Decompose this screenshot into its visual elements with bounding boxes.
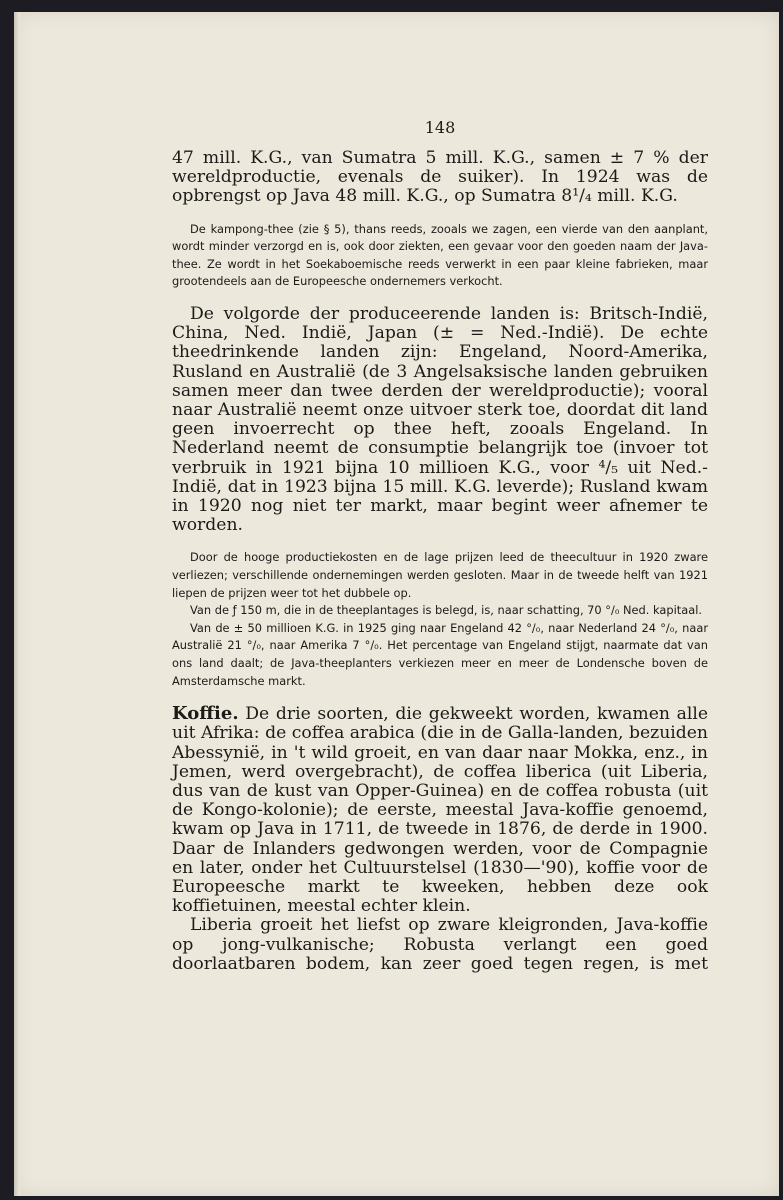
- page-content: [172, 118, 708, 974]
- paragraph-koffie: [172, 704, 708, 916]
- koffie-text: De drie soorten, die gekweekt worden, kwamen alle uit Afrika: de coffea arabica (die in de Galla-landen, bezuiden Abessynië, in 't wild groeit, en van daar naar Mokka, enz., in Jemen, werd overgebracht), de coffea liberica (uit Liberia, dus van de kust van Opper-Guinea) en de coffea robusta (uit de Kongo-kolonie); de eerste, meestal Java-koffie genoemd, kwam op Java in 1711, de tweede in 1876, de derde in 1900. Daar de Inlanders gedwongen werden, voor de Compagnie en later, onder het Cultuurstelsel (1830—'90), koffie voor de Europeesche markt te kweeken, hebben deze ook koffietuinen, meestal echter klein.: [172, 704, 709, 917]
- note-kampong-thee: De kampong-thee (zie § 5), thans reeds, zooals we zagen, een vierde van den aanplant, wordt minder verzorgd en is, ook door ziekten, een gevaar voor den goeden naam der Java-thee. Ze wordt in het Soekaboemische reeds verwerkt in een paar kleine fabrieken, maar grootendeels aan de Europeesche ondernemers verkocht.: [172, 221, 708, 289]
- note-export-destinations: Van de ± 50 millioen K.G. in 1925 ging naar Engeland 42 °/₀, naar Nederland 24 °/₀, naar Australië 21 °/₀, naar Amerika 7 °/₀. Het percentage van Engeland stijgt, naarmate dat van ons land daalt; de Java-theeplanters verkiezen meer en meer de Londensche boven de Amsterdamsche markt.: [172, 620, 708, 688]
- page-gutter-shadow: [14, 12, 20, 1196]
- paragraph-tea-production: 47 mill. K.G., van Sumatra 5 mill. K.G., samen ± 7 % der wereldproductie, evenals de suiker). In 1924 was de opbrengst op Java 48 mill. K.G., op Sumatra 8¹/₄ mill. K.G.: [172, 148, 708, 207]
- note-production-costs: Door de hooge productiekosten en de lage prijzen leed de theecultuur in 1920 zware verliezen; verschillende ondernemingen werden gesloten. Maar in de tweede helft van 1921 liepen de prijzen weer tot het dubbele op.: [172, 550, 708, 600]
- paragraph-producing-countries: De volgorde der produceerende landen is: Britsch-Indië, China, Ned. Indië, Japan (± = Ned.-Indië). De echte theedrinkende landen zijn: Engeland, Noord-Amerika, Rusland en Australië (de 3 Angelsaksische landen gebruiken samen meer dan twee derden der wereldproductie); vooral naar Australië neemt onze uitvoer sterk toe, doordat dit land geen invoerrecht op thee heft, zooals Engeland. In Nederland neemt de consumptie belangrijk toe (invoer tot verbruik in 1921 bijna 10 millioen K.G., voor ⁴/₅ uit Ned.-Indië, dat in 1923 bijna 15 mill. K.G. leverde); Rusland kwam in 1920 nog niet ter markt, maar begint weer afnemer te worden.: [172, 303, 708, 536]
- section-heading-koffie: Koffie.: [172, 703, 239, 725]
- note-capital: Van de ƒ 150 m, die in de theeplantages is belegd, is, naar schatting, 70 °/₀ Ned. kapitaal.: [190, 603, 702, 618]
- page-number: 148: [424, 118, 456, 137]
- paragraph-koffie-soils: Liberia groeit het liefst op zware kleigronden, Java-koffie op jong-vulkanische; Robusta verlangt een goed doorlaatbaren bodem, kan zeer goed tegen regen, is met: [172, 915, 708, 974]
